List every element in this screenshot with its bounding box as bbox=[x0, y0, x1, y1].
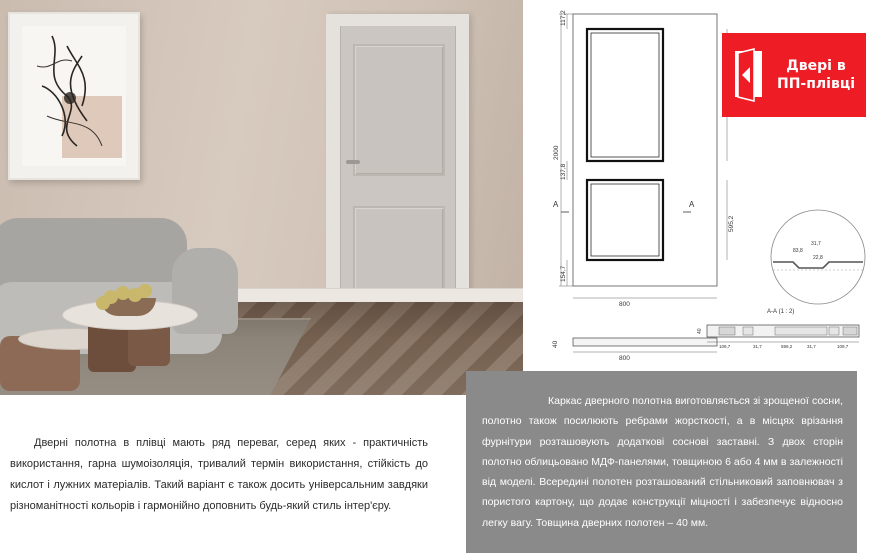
dim-width: 800 bbox=[619, 301, 630, 308]
detail-dim-b: 83,8 bbox=[793, 248, 803, 254]
section-marker-right: A bbox=[689, 200, 695, 209]
dim-bottom-margin: 154,7 bbox=[560, 265, 567, 282]
section-title: А-А (1 : 2) bbox=[767, 309, 795, 315]
description-right: Каркас дверного полотна виготовляється зі зрощеної сосни, полотно також посилюють ребрами жорсткості, а в місцях врізання фурнітури розташовують додаткові соснові заставні. З двох сторін полотно облицьовано МДФ-панелями, товщиною 6 або 4 мм в залежності від моделі. Всередині полотен розташований стільниковий заповнювач з пористого картону, що додає конструкції міцності і забезпечує відносно легку вагу. Товщина дверних полотен – 40 мм. bbox=[482, 395, 843, 529]
section-height: 40 bbox=[697, 328, 703, 334]
dim-total-height: 2000 bbox=[553, 145, 560, 160]
detail-dim-c: 22,8 bbox=[813, 255, 823, 261]
section-seg-4: 31,7 bbox=[807, 344, 816, 349]
dim-thickness-width: 800 bbox=[619, 355, 630, 362]
door-handle bbox=[346, 160, 360, 164]
section-marker-left: A bbox=[553, 200, 559, 209]
dim-thickness: 40 bbox=[552, 340, 559, 348]
wall-art bbox=[22, 26, 126, 166]
detail-dim-a: 31,7 bbox=[811, 241, 821, 247]
drawing-upper-panel bbox=[587, 29, 663, 161]
door-outline bbox=[573, 14, 717, 286]
drawing-lower-panel bbox=[587, 180, 663, 260]
pear bbox=[138, 284, 152, 298]
door-upper-panel bbox=[353, 44, 445, 176]
door-leaf bbox=[340, 26, 456, 314]
dim-top-margin: 117,2 bbox=[560, 10, 567, 26]
section-seg-2: 31,7 bbox=[753, 344, 762, 349]
section-seg-1: 109,7 bbox=[719, 344, 731, 349]
door-thickness-view bbox=[573, 338, 717, 346]
section-seg-5: 109,7 bbox=[837, 344, 849, 349]
dim-lower-panel: 595,2 bbox=[728, 215, 735, 232]
badge-title: Двері в ПП-плівці bbox=[776, 58, 855, 92]
dim-middle-rail: 137,8 bbox=[560, 163, 567, 180]
door-exit-icon bbox=[732, 47, 766, 103]
section-seg-3: 599,2 bbox=[781, 344, 793, 349]
construction-info-box bbox=[466, 371, 857, 553]
wall-art-frame bbox=[8, 12, 140, 180]
product-badge bbox=[722, 33, 866, 117]
pear bbox=[96, 296, 110, 310]
interior-photo bbox=[0, 0, 523, 395]
description-left: Дверні полотна в плівці мають ряд переваг, серед яких - практичність використання, гарна шумоізоляція, тривалий термін використання, стійкість до кислот і лужних матеріалів. Такий варіант є також досить універсальним завдяки різноманітності кольорів і гармонійно доповнить будь-який стиль інтер'єру. bbox=[10, 437, 428, 512]
